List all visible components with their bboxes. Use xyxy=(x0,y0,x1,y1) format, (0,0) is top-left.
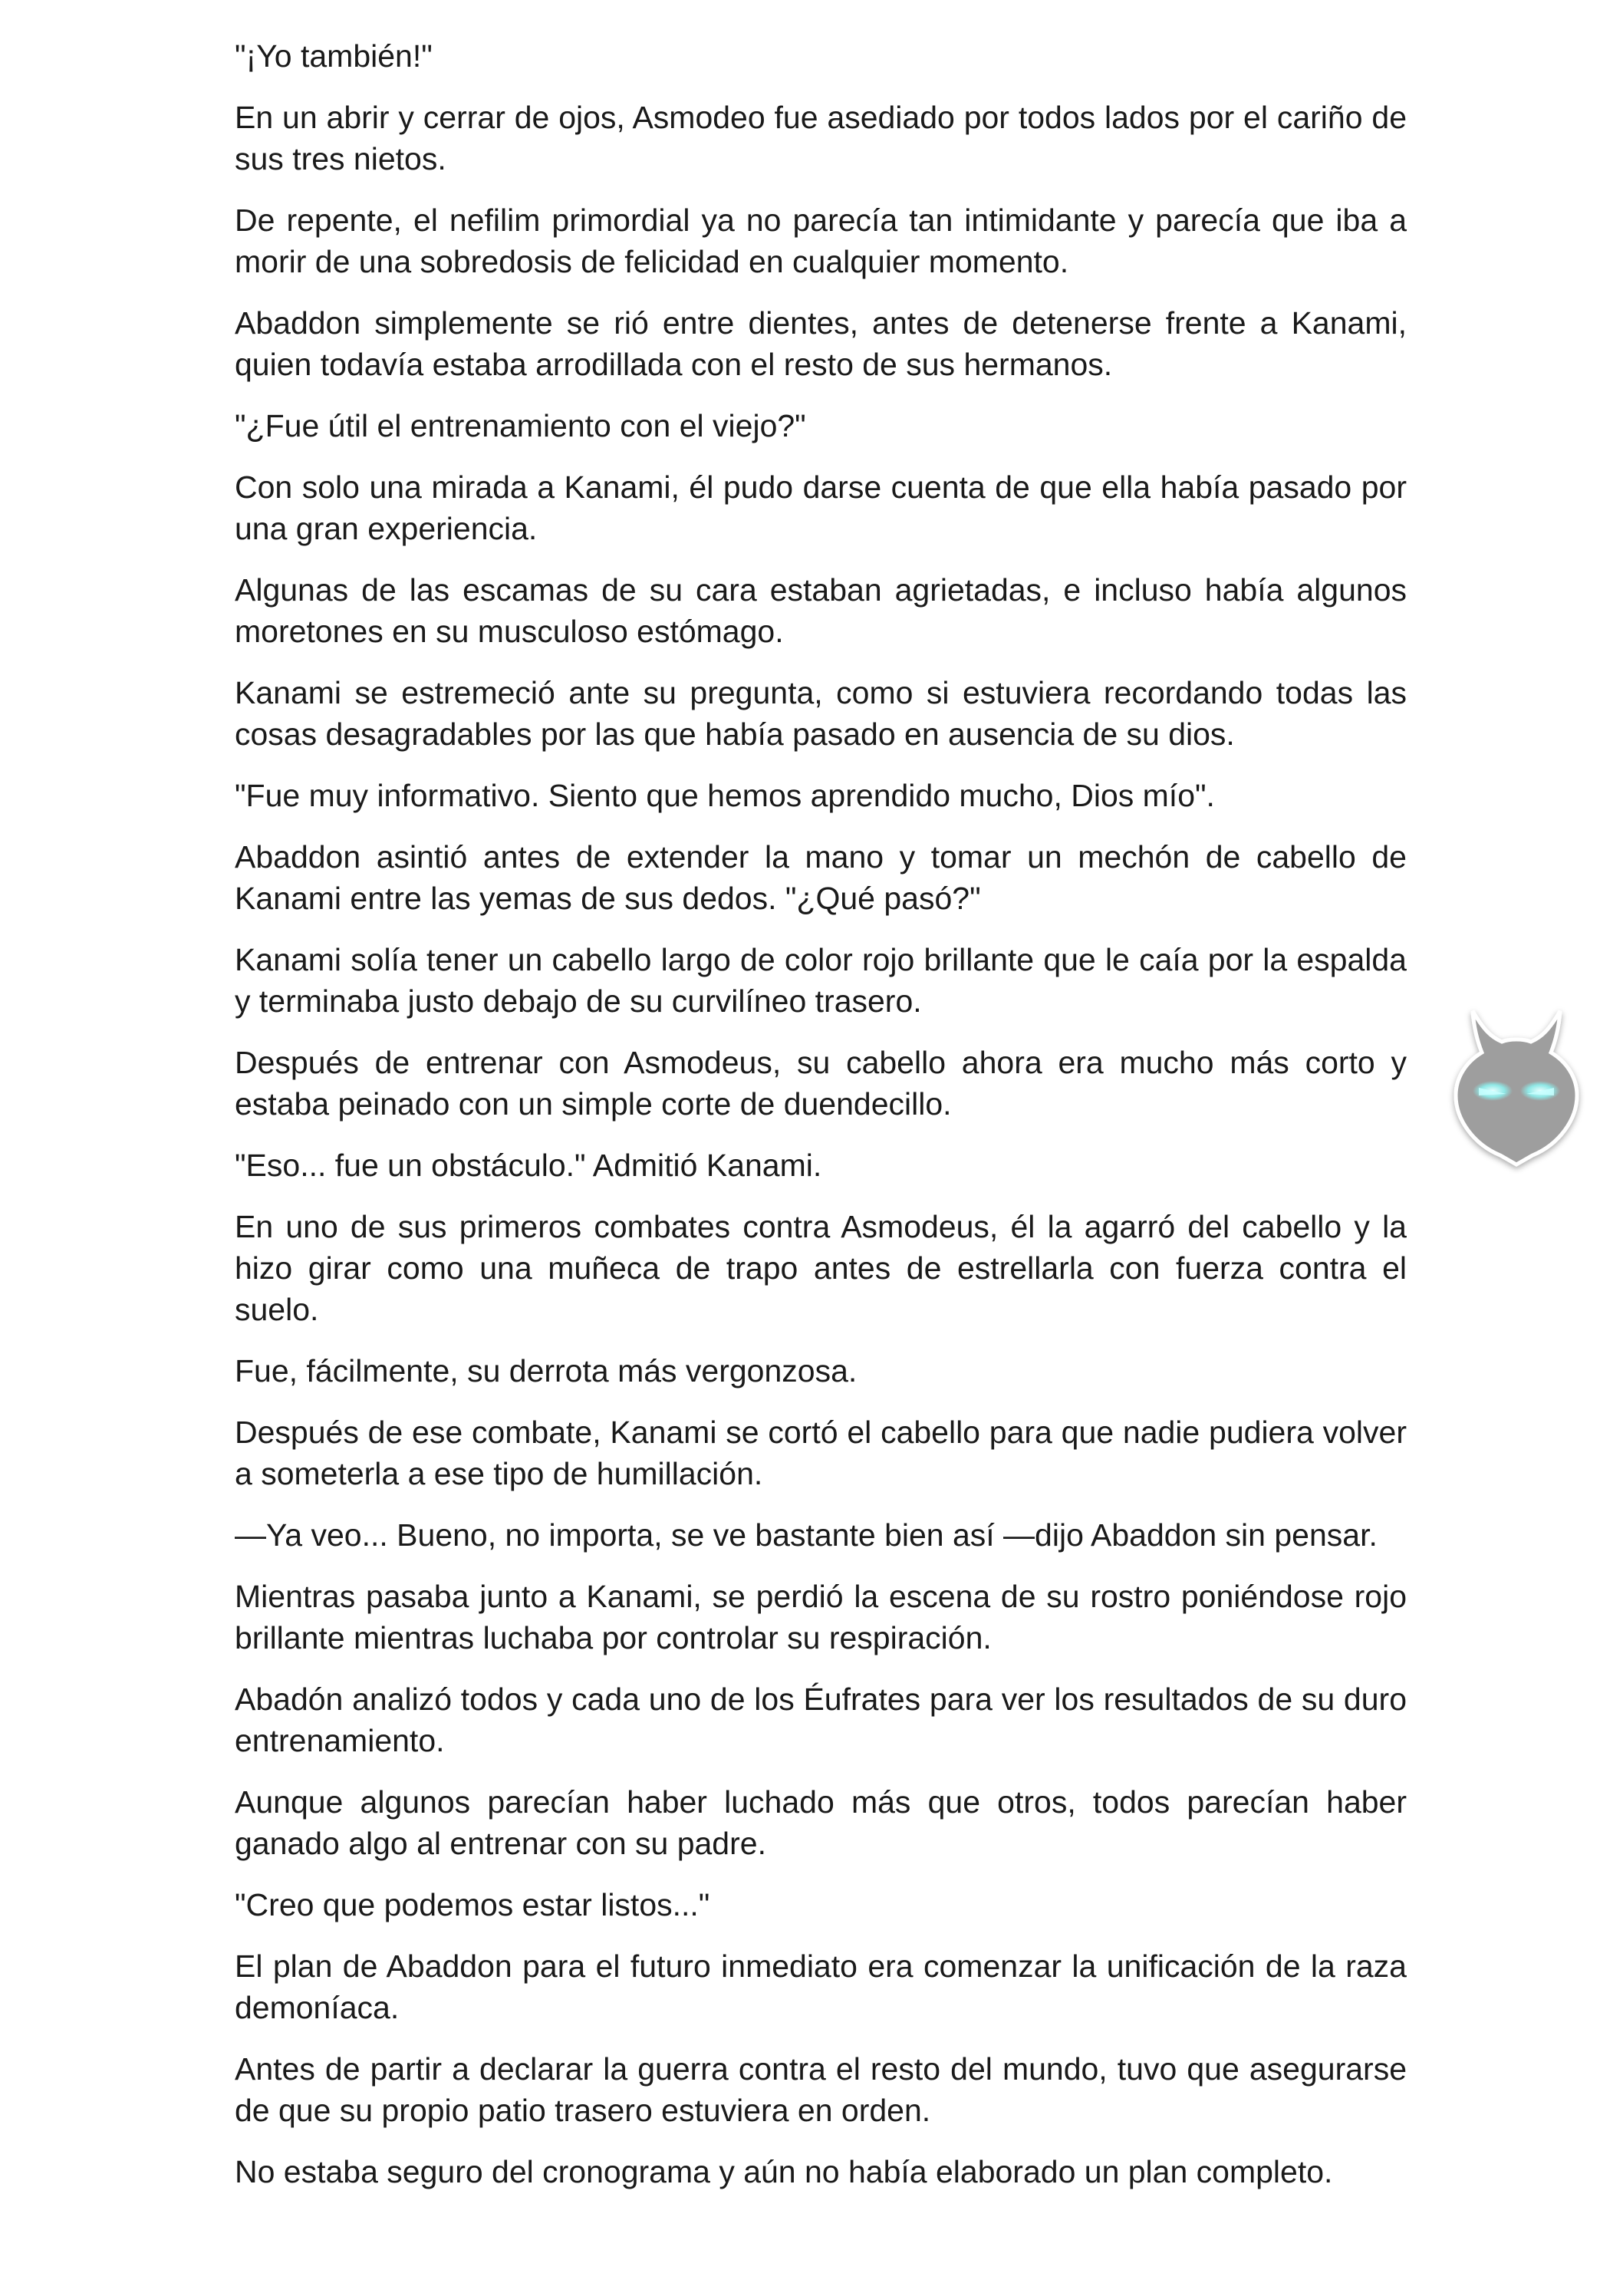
paragraph: Después de entrenar con Asmodeus, su cabello ahora era mucho más corto y estaba peinado con un simple corte de duendecillo. xyxy=(235,1045,1407,1122)
paragraph: —Ya veo... Bueno, no importa, se ve bastante bien así —dijo Abaddon sin pensar. xyxy=(235,1517,1378,1553)
paragraph: Abadón analizó todos y cada uno de los Éufrates para ver los resultados de su duro entrenamiento. xyxy=(235,1682,1407,1758)
paragraph: "¿Fue útil el entrenamiento con el viejo?" xyxy=(235,408,806,443)
paragraph: En un abrir y cerrar de ojos, Asmodeo fue asediado por todos lados por el cariño de sus tres nietos. xyxy=(235,100,1407,176)
paragraph: Mientras pasaba junto a Kanami, se perdió la escena de su rostro poniéndose rojo brillante mientras luchaba por controlar su respiración. xyxy=(235,1579,1407,1655)
paragraph: "¡Yo también!" xyxy=(235,38,433,74)
demon-head-icon xyxy=(1444,997,1589,1174)
paragraph: Aunque algunos parecían haber luchado más que otros, todos parecían haber ganado algo al entrenar con su padre. xyxy=(235,1784,1407,1861)
paragraph: "Eso... fue un obstáculo." Admitió Kanami. xyxy=(235,1148,822,1183)
paragraph: Fue, fácilmente, su derrota más vergonzosa. xyxy=(235,1353,858,1388)
paragraph: Abaddon simplemente se rió entre dientes, antes de detenerse frente a Kanami, quien todavía estaba arrodillada con el resto de sus hermanos. xyxy=(235,305,1407,382)
paragraph: Antes de partir a declarar la guerra contra el resto del mundo, tuvo que asegurarse de que su propio patio trasero estuviera en orden. xyxy=(235,2051,1407,2128)
paragraph: No estaba seguro del cronograma y aún no había elaborado un plan completo. xyxy=(235,2154,1333,2189)
paragraph: "Fue muy informativo. Siento que hemos aprendido mucho, Dios mío". xyxy=(235,778,1215,813)
paragraph: El plan de Abaddon para el futuro inmediato era comenzar la unificación de la raza demoníaca. xyxy=(235,1948,1407,2025)
paragraph: Después de ese combate, Kanami se cortó el cabello para que nadie pudiera volver a someterla a ese tipo de humillación. xyxy=(235,1415,1407,1491)
paragraph: De repente, el nefilim primordial ya no parecía tan intimidante y parecía que iba a morir de una sobredosis de felicidad en cualquier momento. xyxy=(235,203,1407,279)
paragraph: Abaddon asintió antes de extender la mano y tomar un mechón de cabello de Kanami entre las yemas de sus dedos. "¿Qué pasó?" xyxy=(235,839,1407,916)
paragraph: Kanami se estremeció ante su pregunta, como si estuviera recordando todas las cosas desagradables por las que había pasado en ausencia de su dios. xyxy=(235,675,1407,752)
paragraph: En uno de sus primeros combates contra Asmodeus, él la agarró del cabello y la hizo girar como una muñeca de trapo antes de estrellarla con fuerza contra el suelo. xyxy=(235,1209,1407,1327)
paragraph: Algunas de las escamas de su cara estaban agrietadas, e incluso había algunos moretones en su musculoso estómago. xyxy=(235,572,1407,649)
paragraph: Kanami solía tener un cabello largo de color rojo brillante que le caía por la espalda y terminaba justo debajo de su curvilíneo trasero. xyxy=(235,942,1407,1019)
document-page xyxy=(235,35,1407,2212)
paragraph: "Creo que podemos estar listos..." xyxy=(235,1887,710,1922)
paragraph: Con solo una mirada a Kanami, él pudo darse cuenta de que ella había pasado por una gran experiencia. xyxy=(235,469,1407,546)
